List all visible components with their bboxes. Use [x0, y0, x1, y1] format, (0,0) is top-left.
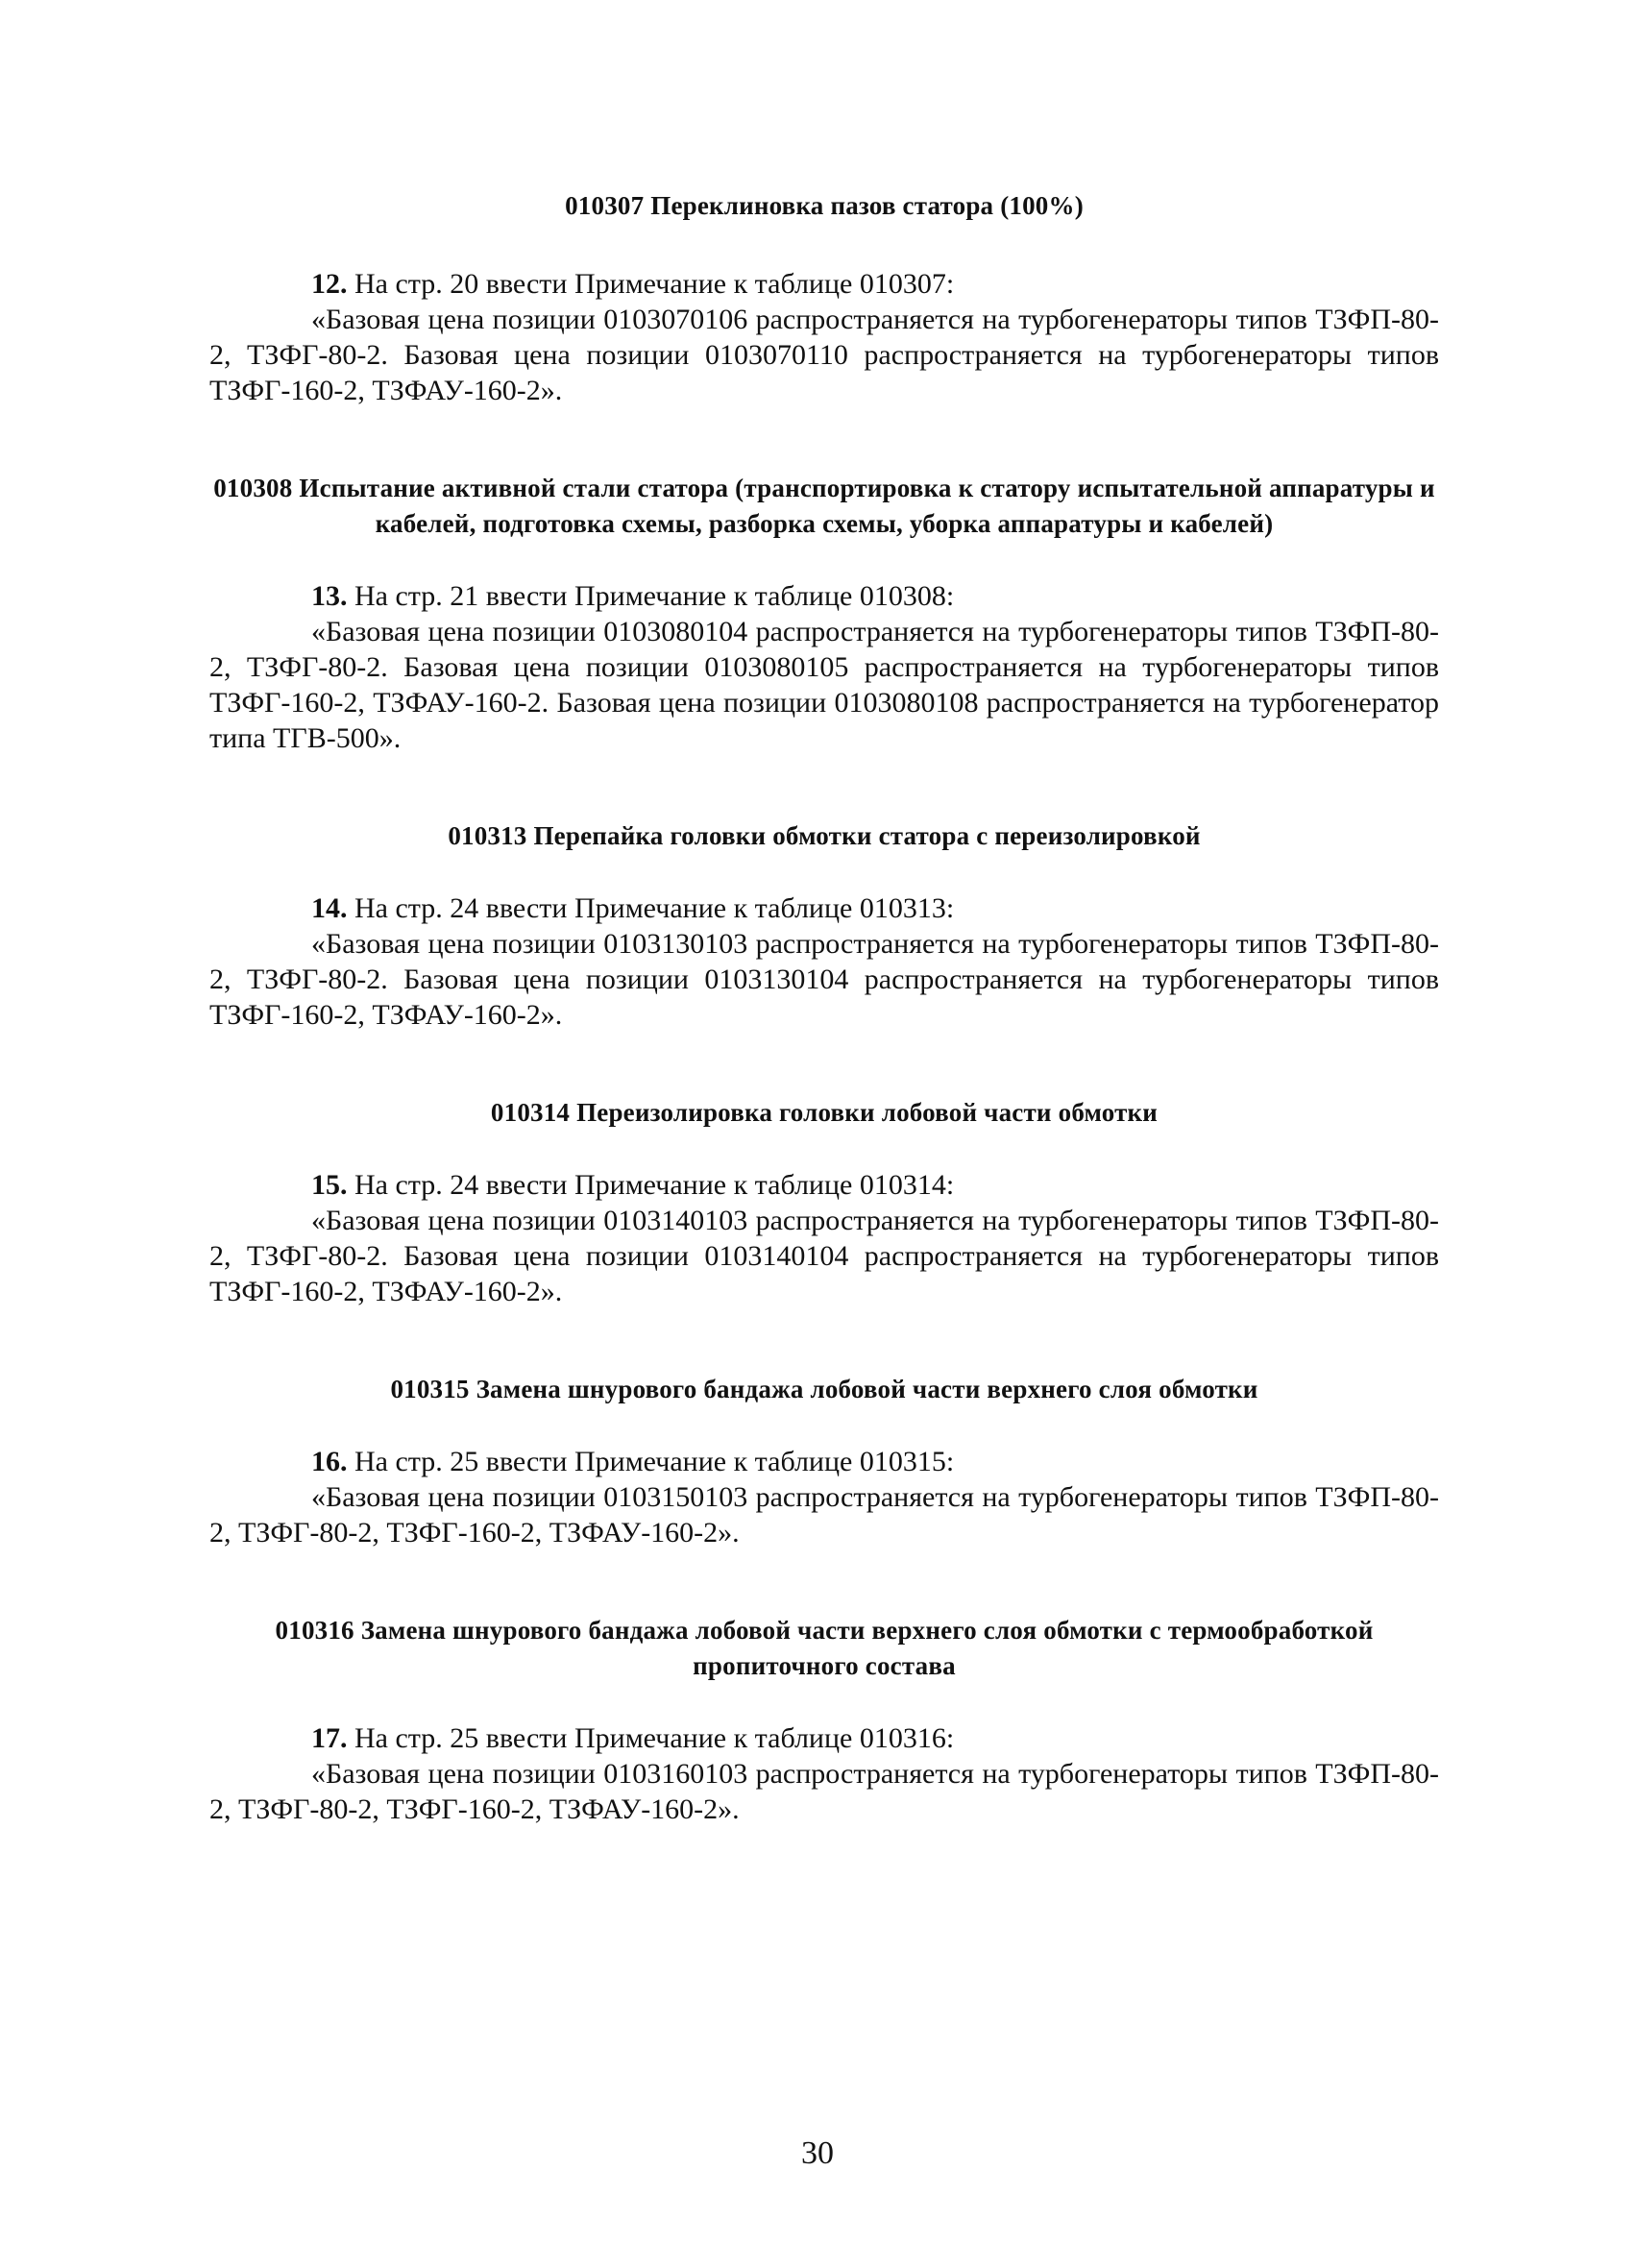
spacer — [209, 756, 1439, 818]
item-line — [209, 266, 1439, 302]
item-line — [209, 1720, 1439, 1756]
page-number: 30 — [801, 2135, 834, 2171]
section-010314 — [209, 1095, 1439, 1372]
note-quote: «Базовая цена позиции 0103080104 распространяется на турбогенераторы типов ТЗФП-80-2, ТЗФГ-80-2. Базовая цена позиции 0103080105 распространяется на турбогенераторы типов ТЗФГ-160-2, ТЗФАУ-160-2. Базовая цена позиции 0103080108 распространяется на турбогенератор типа ТГВ-500». — [209, 616, 1439, 754]
item-number: 16. — [311, 1446, 348, 1477]
section-010315 — [209, 1372, 1439, 1613]
item-number: 17. — [311, 1722, 348, 1754]
item-number: 12. — [311, 268, 348, 300]
item-text: На стр. 25 ввести Примечание к таблице 010316: — [354, 1722, 955, 1754]
section-title: 010307 Переклиновка пазов статора (100%) — [565, 191, 1084, 220]
section-010313 — [209, 818, 1439, 1095]
item-text: На стр. 25 ввести Примечание к таблице 010315: — [354, 1446, 955, 1477]
item-number: 15. — [311, 1169, 348, 1201]
spacer — [209, 1033, 1439, 1095]
document-body — [209, 188, 1439, 1827]
section-title: 010316 Замена шнурового бандажа лобовой части верхнего слоя обмотки с термообработкой пропиточного состава — [275, 1616, 1374, 1680]
note-quote: «Базовая цена позиции 0103140103 распространяется на турбогенераторы типов ТЗФП-80-2, ТЗФГ-80-2. Базовая цена позиции 0103140104 распространяется на турбогенераторы типов ТЗФГ-160-2, ТЗФАУ-160-2». — [209, 1205, 1439, 1307]
item-line — [209, 1444, 1439, 1479]
item-text: На стр. 21 ввести Примечание к таблице 010308: — [354, 580, 955, 612]
spacer — [209, 1550, 1439, 1613]
item-text: На стр. 20 ввести Примечание к таблице 010307: — [354, 268, 955, 300]
section-title: 010308 Испытание активной стали статора (транспортировка к статору испытательной аппаратуры и кабелей, подготовка схемы, разборка схемы, уборка аппаратуры и кабелей) — [213, 474, 1435, 538]
item-number: 14. — [311, 892, 348, 924]
item-line — [209, 1167, 1439, 1203]
item-line — [209, 890, 1439, 926]
section-010316 — [209, 1613, 1439, 1827]
section-title: 010314 Переизолировка головки лобовой части обмотки — [490, 1098, 1159, 1127]
note-quote: «Базовая цена позиции 0103150103 распространяется на турбогенераторы типов ТЗФП-80-2, ТЗФГ-80-2, ТЗФГ-160-2, ТЗФАУ-160-2». — [209, 1481, 1439, 1549]
note-quote: «Базовая цена позиции 0103160103 распространяется на турбогенераторы типов ТЗФП-80-2, ТЗФГ-80-2, ТЗФГ-160-2, ТЗФАУ-160-2». — [209, 1758, 1439, 1825]
item-text: На стр. 24 ввести Примечание к таблице 010313: — [354, 892, 955, 924]
note-quote: «Базовая цена позиции 0103070106 распространяется на турбогенераторы типов ТЗФП-80-2, ТЗФГ-80-2. Базовая цена позиции 0103070110 распространяется на турбогенераторы типов ТЗФГ-160-2, ТЗФАУ-160-2». — [209, 304, 1439, 406]
section-title: 010315 Замена шнурового бандажа лобовой части верхнего слоя обмотки — [390, 1375, 1258, 1403]
item-number: 13. — [311, 580, 348, 612]
spacer — [209, 408, 1439, 471]
note-quote: «Базовая цена позиции 0103130103 распространяется на турбогенераторы типов ТЗФП-80-2, ТЗФГ-80-2. Базовая цена позиции 0103130104 распространяется на турбогенераторы типов ТЗФГ-160-2, ТЗФАУ-160-2». — [209, 928, 1439, 1031]
item-line — [209, 578, 1439, 614]
item-text: На стр. 24 ввести Примечание к таблице 010314: — [354, 1169, 955, 1201]
section-010307 — [209, 188, 1439, 471]
spacer — [209, 1309, 1439, 1372]
section-010308 — [209, 471, 1439, 818]
section-title: 010313 Перепайка головки обмотки статора с переизолировкой — [448, 821, 1201, 850]
